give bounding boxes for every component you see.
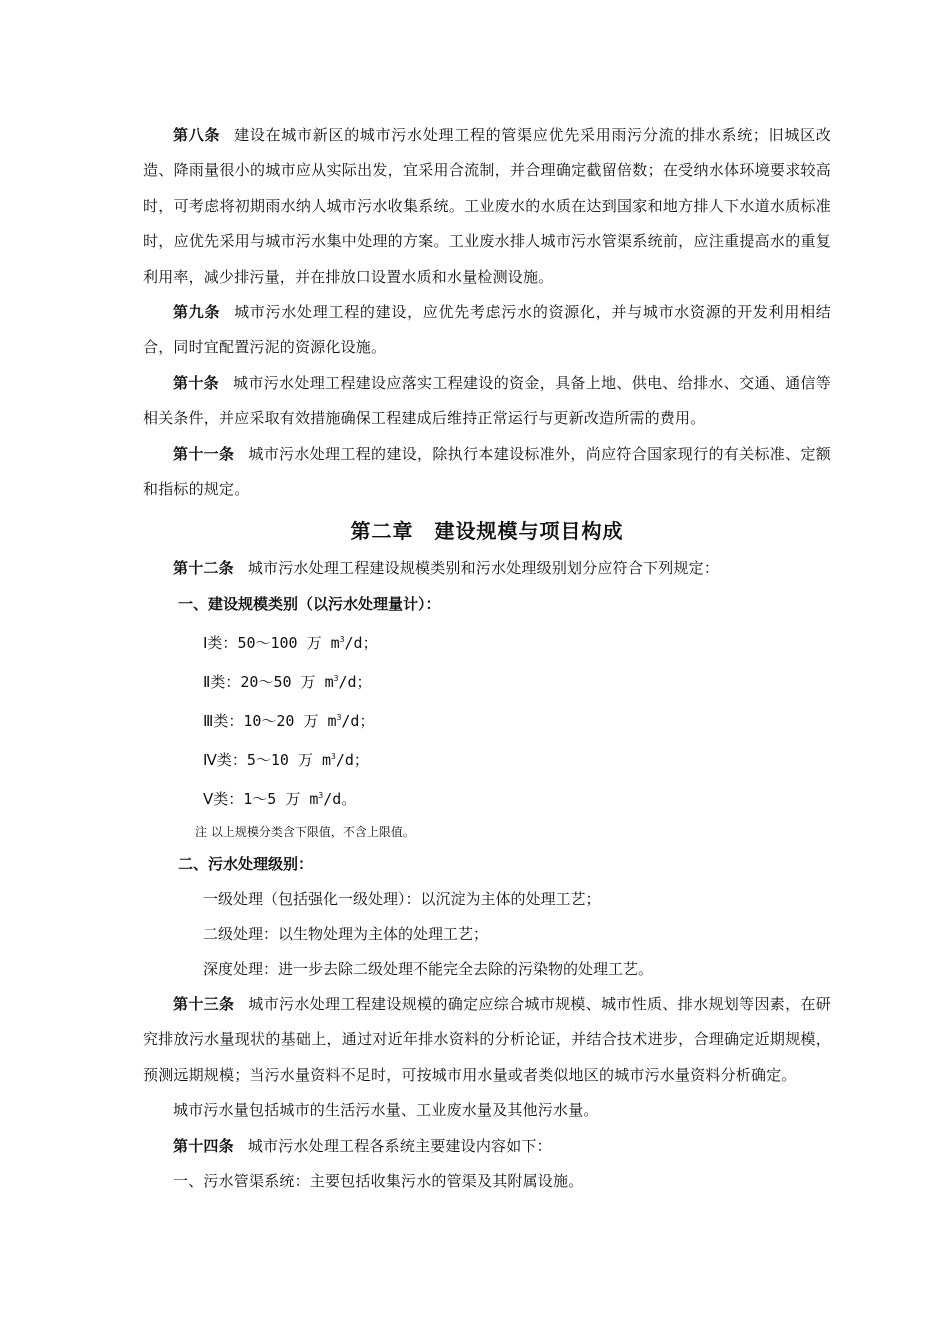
scale-class-unit: /d； [338, 672, 372, 691]
document-body [143, 118, 831, 1199]
article-label: 第十四条 [173, 1136, 234, 1155]
article-text: 城市污水处理工程的建设，除执行本建设标准外，尚应符合国家现行的有关标准、定额和指标的规定。 [143, 444, 831, 499]
scale-class-name: Ⅱ类： [203, 672, 241, 691]
scale-class-range: 5～10 万 m [246, 750, 332, 769]
scale-class-unit: /d； [335, 750, 369, 769]
scale-class-unit: /d； [341, 711, 375, 730]
scale-class-5 [143, 778, 831, 817]
scale-class-range: 10～20 万 m [243, 711, 337, 730]
cube-superscript: 3 [318, 790, 324, 800]
level-heading: 二、污水处理级别： [178, 854, 314, 873]
level-item-primary: 一级处理（包括强化一级处理）：以沉淀为主体的处理工艺； [203, 889, 601, 908]
article-text: 建设在城市新区的城市污水处理工程的管渠应优先采用雨污分流的排水系统；旧城区改造、降雨量很小的城市应从实际出发，宜采用合流制，并合理确定截留倍数；在受纳水体环境要求较高时，可考虑将初期雨水纳人城市污水收集系统。工业废水的水质在达到国家和地方排人下水道水质标准时，应优先采用与城市污水集中处理的方案。工业废水排人城市污水管渠系统前，应注重提高水的重复利用率，减少排污量，并在排放口设置水质和水量检测设施。 [143, 126, 831, 286]
scale-class-3 [143, 700, 831, 739]
scale-class-4 [143, 739, 831, 778]
scale-class-name: Ⅰ类： [203, 633, 238, 652]
level-item-advanced: 深度处理：进一步去除二级处理不能完全去除的污染物的处理工艺。 [203, 959, 654, 978]
article-14 [143, 1129, 831, 1164]
scale-class-1 [143, 622, 831, 661]
scale-class-range: 50～100 万 m [237, 633, 340, 652]
article-14-item-1: 一、污水管渠系统：主要包括收集污水的管渠及其附属设施。 [173, 1171, 584, 1190]
cube-superscript: 3 [333, 673, 339, 683]
article-label: 第十条 [173, 373, 220, 392]
scale-class-unit: /d。 [323, 789, 357, 808]
article-13 [143, 987, 831, 1093]
article-label: 第八条 [173, 126, 221, 144]
scale-class-range: 20～50 万 m [240, 672, 334, 691]
article-text: 城市污水处理工程建设规模的确定应综合城市规模、城市性质、排水规划等因素，在研究排放污水量现状的基础上，通过对近年排水资料的分析论证，并结合技术进步，合理确定近期规模，预测远期规模；当污水量资料不足时，可按城市用水量或者类似地区的城市污水量资料分析确定。 [143, 994, 831, 1084]
scale-class-name: Ⅳ类： [203, 750, 247, 769]
article-text: 城市污水处理工程的建设，应优先考虑污水的资源化，并与城市水资源的开发利用相结合，同时宜配置污泥的资源化设施。 [143, 303, 831, 357]
article-8 [143, 118, 831, 295]
scale-class-name: Ⅲ类： [203, 711, 244, 730]
cube-superscript: 3 [339, 634, 345, 644]
scale-note: 注 以上规模分类含下限值，不含上限值。 [195, 824, 415, 839]
level-item-secondary: 二级处理：以生物处理为主体的处理工艺； [203, 924, 489, 943]
article-9 [143, 295, 831, 366]
cube-superscript: 3 [336, 712, 342, 722]
article-text: 城市污水处理工程建设规模类别和污水处理级别划分应符合下列规定： [247, 559, 720, 578]
chapter-title: 第二章 建设规模与项目构成 [350, 519, 624, 544]
article-label: 第九条 [173, 303, 221, 322]
cube-superscript: 3 [331, 751, 336, 761]
article-label: 第十一条 [173, 444, 235, 463]
article-text: 城市污水处理工程建设应落实工程建设的资金，具备上地、供电、给排水、交通、通信等相关条件，并应采取有效措施确保工程建成后维持正常运行与更新改造所需的费用。 [143, 373, 831, 428]
scale-class-range: 1～5 万 m [243, 789, 319, 808]
article-12 [143, 551, 831, 586]
scale-class-2 [143, 661, 831, 700]
article-text: 城市污水处理工程各系统主要建设内容如下： [247, 1136, 552, 1155]
scale-class-unit: /d； [344, 633, 378, 652]
article-10 [143, 366, 831, 437]
scale-class-name: Ⅴ类： [203, 789, 244, 808]
article-label: 第十三条 [173, 994, 235, 1013]
article-13-note: 城市污水量包括城市的生活污水量、工业废水量及其他污水量。 [173, 1101, 599, 1120]
article-label: 第十二条 [173, 559, 234, 578]
article-11 [143, 437, 831, 508]
scale-heading: 一、建设规模类别（以污水处理量计）： [178, 594, 441, 613]
